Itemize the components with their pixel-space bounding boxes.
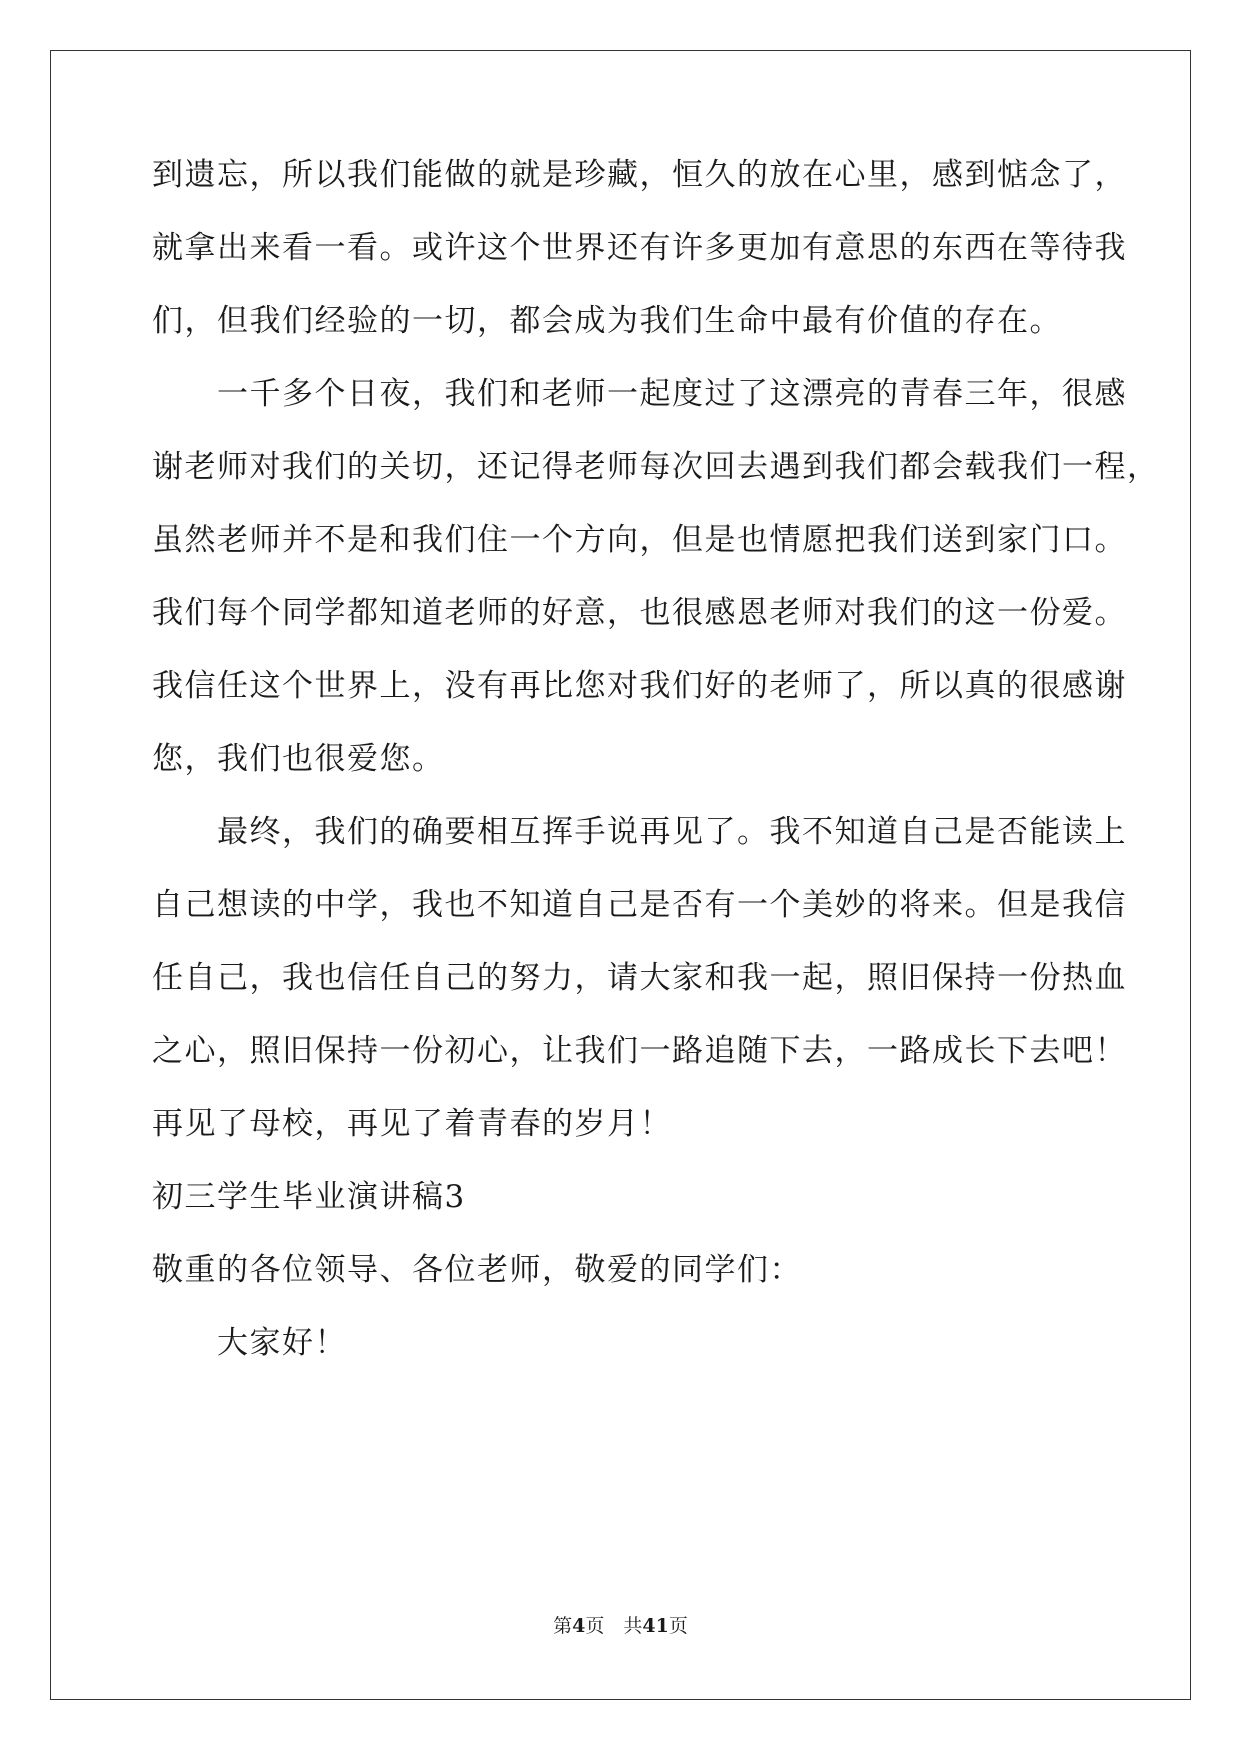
body-line-5: 谢老师对我们的关切，还记得老师每次回去遇到我们都会载我们一程，: [152, 449, 1160, 485]
body-line-2: 就拿出来看一看。或许这个世界还有许多更加有意思的东西在等待我: [152, 230, 1127, 266]
body-line-14: 再见了母校，再见了着青春的岁月！: [152, 1106, 672, 1142]
body-line-6: 虽然老师并不是和我们住一个方向，但是也情愿把我们送到家门口。: [152, 522, 1127, 558]
body-line-10: 最终，我们的确要相互挥手说再见了。我不知道自己是否能读上: [152, 814, 1127, 850]
body-line-12: 任自己，我也信任自己的努力，请大家和我一起，照旧保持一份热血: [152, 960, 1127, 996]
body-line-8: 我信任这个世界上，没有再比您对我们好的老师了，所以真的很感谢: [152, 668, 1127, 704]
body-line-1: 到遗忘，所以我们能做的就是珍藏，恒久的放在心里，感到惦念了，: [152, 157, 1127, 193]
page-footer: [0, 1614, 1241, 1638]
section-heading: 初三学生毕业演讲稿3: [152, 1179, 466, 1215]
footer-page-suffix: 页 共: [585, 1615, 643, 1637]
footer-prefix: 第: [553, 1615, 573, 1637]
body-line-3: 们，但我们经验的一切，都会成为我们生命中最有价值的存在。: [152, 303, 1062, 339]
current-page-number: 4: [572, 1615, 586, 1637]
body-line-9: 您，我们也很爱您。: [152, 741, 445, 777]
body-line-11: 自己想读的中学，我也不知道自己是否有一个美妙的将来。但是我信: [152, 887, 1127, 923]
body-line-13: 之心，照旧保持一份初心，让我们一路追随下去，一路成长下去吧！: [152, 1033, 1127, 1069]
total-pages-number: 41: [642, 1615, 669, 1637]
footer-total-suffix: 页: [668, 1615, 688, 1637]
page-border: [50, 50, 1191, 1700]
body-line-4: 一千多个日夜，我们和老师一起度过了这漂亮的青春三年，很感: [152, 376, 1127, 412]
body-line-7: 我们每个同学都知道老师的好意，也很感恩老师对我们的这一份爱。: [152, 595, 1127, 631]
greeting-line: 大家好！: [152, 1325, 347, 1361]
salutation-line: 敬重的各位领导、各位老师，敬爱的同学们：: [152, 1252, 802, 1288]
